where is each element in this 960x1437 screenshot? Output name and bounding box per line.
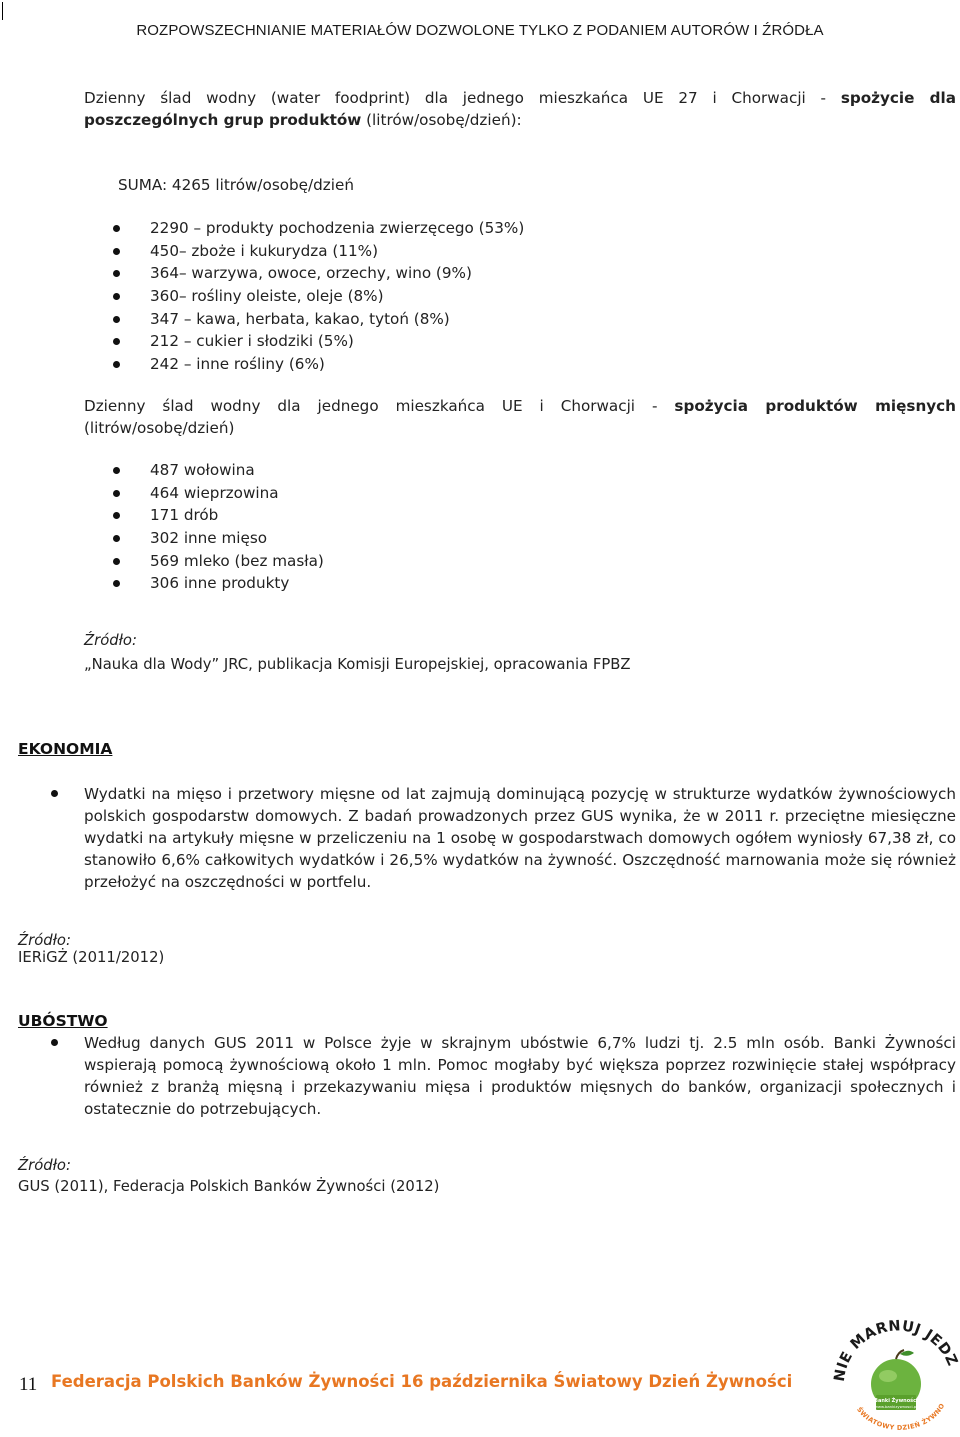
meat-product-list — [150, 459, 324, 595]
logo-top-text: NIE MARNUJ JEDZ — [832, 1318, 960, 1383]
bullet-icon — [113, 467, 120, 474]
ekonomia-paragraph: Wydatki na mięso i przetwory mięsne od lat zajmują dominującą pozycję w strukturze wydatków żywnościowych polskich gospodarstw domowych. Z badań prowadzonych przez GUS wynika, że w 2011 r. przeciętne miesięczne wydatki na artykuły mięsne w przeliczeniu na 1 osobę w gospodarstwach domowych ogółem wyniosły 67,38 zł, co stanowiło 6,6% całkowitych wydatków i 26,5% wydatków na żywność. Oszczędność marnowania może się również przełożyć na oszczędności w portfelu. — [84, 785, 956, 891]
section-heading-ekonomia: EKONOMIA — [18, 740, 113, 758]
bullet-icon — [113, 512, 120, 519]
intro-text: Dzienny ślad wodny dla jednego mieszkańca UE i Chorwacji - — [84, 397, 675, 415]
source-text: GUS (2011), Federacja Polskich Banków Żywności (2012) — [18, 1178, 440, 1195]
bullet-icon — [113, 270, 120, 277]
section-heading-ubostwo: UBÓSTWO — [18, 1012, 108, 1030]
meat-footprint-intro — [84, 395, 956, 439]
footer-text: Federacja Polskich Banków Żywności 16 października Światowy Dzień Żywności — [51, 1372, 793, 1391]
page-number: 11 — [19, 1374, 38, 1395]
logo-graphic — [832, 1308, 960, 1433]
intro-text: Dzienny ślad wodny (water foodprint) dla jednego mieszkańca UE 27 i Chorwacji - — [84, 89, 841, 107]
source-label: Źródło: — [18, 1157, 71, 1174]
ubostwo-paragraph: Według danych GUS 2011 w Polsce żyje w skrajnym ubóstwie 6,7% ludzi tj. 2.5 mln osób. Banki Żywności wspierają pomocą żywnościową około 1 mln. Pomoc mogłaby być większa poprzez rozwinięcie stałej współpracy również z branżą mięsną i przekazywaniu mięsa i produktów mięsnych do banków, organizacji społecznych i ostatecznie do potrzebujących. — [84, 1034, 956, 1118]
list-item: 306 inne produkty — [150, 572, 324, 595]
source-text: IERiGŻ (2011/2012) — [18, 949, 165, 966]
bullet-icon — [113, 225, 120, 232]
list-item: 212 – cukier i słodziki (5%) — [150, 330, 524, 353]
text-cursor — [2, 2, 3, 20]
intro-unit: (litrów/osobę/dzień): — [361, 111, 522, 129]
list-item: 450– zboże i kukurydza (11%) — [150, 240, 524, 263]
logo-bottom-text: ŚWIATOWY DZIEŃ ŻYWNO — [855, 1401, 947, 1432]
source-label: Źródło: — [18, 932, 71, 949]
list-item: 487 wołowina — [150, 459, 324, 482]
intro-emphasis: spożycia produktów mięsnych — [674, 397, 956, 415]
bullet-icon — [113, 248, 120, 255]
bullet-icon — [113, 490, 120, 497]
total-sum: SUMA: 4265 litrów/osobę/dzień — [118, 176, 354, 194]
bullet-icon — [113, 558, 120, 565]
list-item: 464 wieprzowina — [150, 482, 324, 505]
bullet-icon — [113, 338, 120, 345]
list-item: 2290 – produkty pochodzenia zwierzęcego (53%) — [150, 217, 524, 240]
logo-badge-line1: Banki Żywności — [874, 1398, 918, 1404]
nie-marnuj-jedzenia-logo — [832, 1308, 960, 1433]
bullet-icon — [113, 361, 120, 368]
water-footprint-intro — [84, 87, 956, 131]
list-item: 171 drób — [150, 504, 324, 527]
bullet-icon — [51, 1039, 58, 1046]
bullet-icon — [113, 316, 120, 323]
copyright-banner: ROZPOWSZECHNIANIE MATERIAŁÓW DOZWOLONE TYLKO Z PODANIEM AUTORÓW I ŹRÓDŁA — [136, 22, 824, 39]
bullet-icon — [113, 580, 120, 587]
product-group-list — [150, 217, 524, 376]
list-item: 302 inne mięso — [150, 527, 324, 550]
list-item: 360– rośliny oleiste, oleje (8%) — [150, 285, 524, 308]
bullet-icon — [51, 790, 58, 797]
logo-badge-line2: www.bankizywnosci.pl — [874, 1404, 918, 1409]
list-item: 347 – kawa, herbata, kakao, tytoń (8%) — [150, 308, 524, 331]
intro-emphasis: spożycie dla poszczególnych grup produktów — [84, 89, 956, 129]
source-text: „Nauka dla Wody” JRC, publikacja Komisji Europejskiej, opracowania FPBZ — [84, 656, 631, 673]
list-item: 364– warzywa, owoce, orzechy, wino (9%) — [150, 262, 524, 285]
bullet-icon — [113, 293, 120, 300]
source-label: Źródło: — [84, 632, 137, 649]
intro-unit: (litrów/osobę/dzień) — [84, 419, 235, 437]
bullet-icon — [113, 535, 120, 542]
list-item: 242 – inne rośliny (6%) — [150, 353, 524, 376]
list-item: 569 mleko (bez masła) — [150, 550, 324, 573]
